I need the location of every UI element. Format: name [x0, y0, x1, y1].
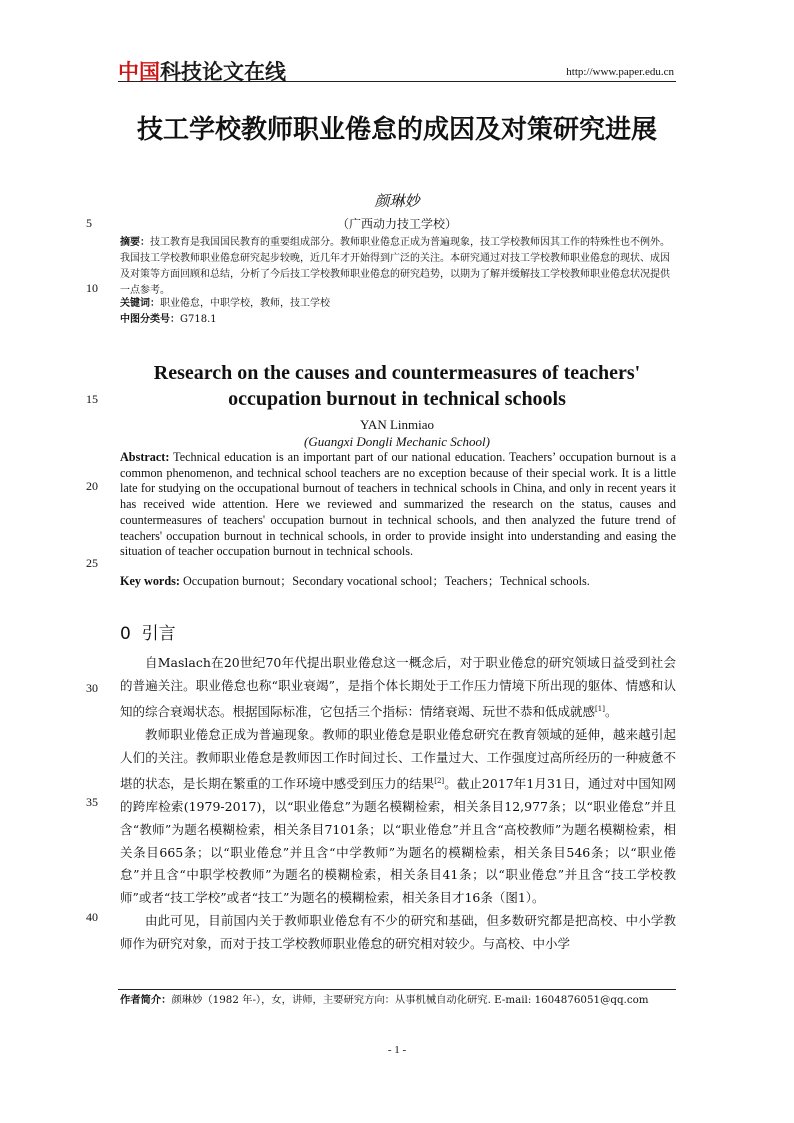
abstract-en-text: Technical education is an important part of our national education. Teachers’ occupation burnout is a common phenomenon, and technical school teachers are no exception because of their special work. It is a little late for studying on the occupational burnout of teachers in technical schools in China, and only in recent years it has received wide attention. Here we reviewed and summarized the research on the status, causes and countermeasures of teachers' occupation burnout in technical schools, and then analyzed the future trend of teachers' occupation burnout in technical schools, in order to provide insight into understanding and easing the situation of teacher occupation burnout in technical schools.: [120, 450, 676, 559]
line-number: 15: [86, 392, 98, 406]
logo-red-text: 中国: [118, 60, 160, 84]
line-number: 40: [86, 910, 98, 924]
section-heading: [120, 619, 176, 644]
header-rule: [118, 81, 676, 82]
abstract-en-label: Abstract:: [120, 450, 170, 464]
paragraph-text: 教师职业倦怠正成为普遍现象。教师的职业倦怠是职业倦怠研究在教育领域的延伸，越来越引起人们的关注。教师职业倦怠是教师因工作时间过长、工作量过大、工作强度过高所经历的一种疲惫不堪的状态，是长期在繁重的工作环境中感受到压力的结果: [120, 726, 676, 791]
footnote-rule: [118, 989, 676, 990]
affiliation-en: (Guangxi Dongli Mechanic School): [304, 434, 490, 449]
logo-black-text: 科技论文在线: [160, 60, 286, 84]
keywords-en: [120, 572, 676, 589]
line-number: 10: [86, 281, 98, 295]
author-cn: 颜琳妙: [374, 192, 420, 210]
line-number: 5: [86, 216, 92, 230]
affiliation-cn: （广西动力技工学校）: [336, 217, 457, 231]
page-number: - 1 -: [387, 1044, 407, 1056]
author-en: YAN Linmiao: [359, 417, 435, 432]
title-en: Research on the causes and countermeasures of teachers' occupation burnout in technical schools: [153, 362, 641, 410]
line-number: 20: [86, 479, 98, 493]
footnote-label: 作者简介：: [120, 994, 172, 1006]
footnote-text: 颜琳妙（1982 年-），女，讲师，主要研究方向：从事机械自动化研究. E-mail: 1604876051@qq.com: [171, 994, 649, 1006]
keywords-cn-text: 职业倦怠，中职学校，教师，技工学校: [160, 298, 330, 309]
keywords-cn: [120, 296, 676, 312]
header-url[interactable]: http://www.paper.edu.cn: [566, 66, 674, 78]
paragraph: [120, 724, 676, 910]
paragraph-text: 由此可见，目前国内关于教师职业倦怠有不少的研究和基础，但多数研究都是把高校、中小学教师作为研究对象，而对于技工学校教师职业倦怠的研究相对较少。与高校、中小学: [120, 913, 676, 952]
section-title: 引言: [141, 624, 176, 644]
body-text: [120, 652, 676, 956]
author-footnote: [120, 991, 680, 1006]
abstract-cn: [120, 235, 676, 299]
abstract-en: [120, 450, 676, 560]
class-number-cn: [120, 312, 676, 328]
paragraph: [120, 910, 676, 956]
line-number: 35: [86, 795, 98, 809]
abstract-cn-text: 技工教育是我国国民教育的重要组成部分。教师职业倦怠正成为普遍现象，技工学校教师因其工作的特殊性也不例外。我国技工学校教师职业倦怠研究起步较晚，近几年才开始得到广泛的关注。本研究通过对技工学校教师职业倦怠的现状、成因及对策等方面回顾和总结，分析了今后技工学校教师职业倦怠的研究趋势，以期为了解并缓解技工学校教师职业倦怠状况提供一点参考。: [120, 237, 670, 296]
paragraph-text: 。: [604, 703, 618, 719]
section-number: 0: [120, 624, 131, 644]
citation-ref[interactable]: [1]: [595, 704, 605, 713]
class-cn-label: 中图分类号：: [120, 314, 180, 325]
keywords-en-label: Key words:: [120, 574, 180, 588]
paragraph: [120, 652, 676, 724]
line-number: 30: [86, 681, 98, 695]
citation-ref[interactable]: [2]: [434, 776, 445, 785]
paragraph-text: 。截止2017年1月31日，通过对中国知网的跨库检索(1979-2017)，以“职业倦怠”为题名模糊检索，相关条目12,977条；以“职业倦怠”并且含“教师”为题名模糊检索，相关条目7101条；以“职业倦怠”并且含“高校教师”为题名模糊检索，相关条目665条；以“职业倦怠”并且含“中学教师”为题名的模糊检索，相关条目546条；以“职业倦怠”并且含“中职学校教师”为题名的模糊检索，相关条目41条；以“职业倦怠”并且含“技工学校教师”或者“技工学校”或者“技工”为题名的模糊检索，相关条目才16条（图1）。: [120, 775, 676, 906]
title-cn: 技工学校教师职业倦怠的成因及对策研究进展: [136, 115, 657, 145]
keywords-en-text: Occupation burnout；Secondary vocational school；Teachers；Technical schools.: [179, 574, 590, 588]
class-cn-text: G718.1: [180, 314, 217, 325]
abstract-cn-label: 摘要：: [120, 237, 150, 248]
line-number: 25: [86, 556, 98, 570]
paragraph-text: 自Maslach在20世纪70年代提出职业倦怠这一概念后，对于职业倦怠的研究领域日益受到社会的普遍关注。职业倦怠也称“职业衰竭”，是指个体长期处于工作压力情境下所出现的躯体、情感和认知的综合衰竭状态。根据国际标准，它包括三个指标：情绪衰竭、玩世不恭和低成就感: [120, 655, 676, 719]
keywords-cn-label: 关键词：: [120, 298, 160, 309]
